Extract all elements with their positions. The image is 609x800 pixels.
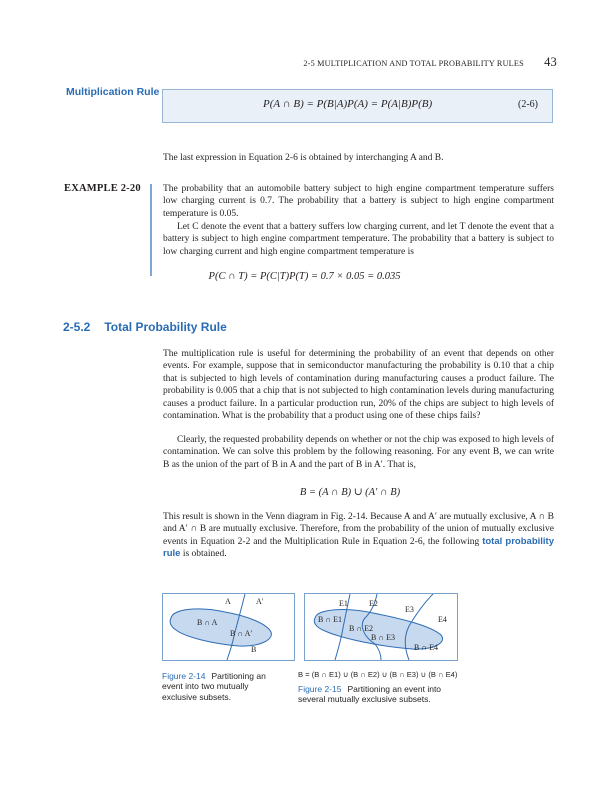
label-e1: E1: [339, 599, 348, 608]
section-paragraph-1: The multiplication rule is useful for determining the probability of an event that depends on other events. For example, suppose that in semiconductor manufacturing the probability is 0.10 that a chip that is subjected to high levels of contamination during manufacturing causes a product failure. The probability is 0.005 that a chip that is not subjected to high contamination levels during manufacturing causes a product failure. In a particular production run, 20% of the chips are subject to high levels of contamination. What is the probability that a product using one of these chips fails?: [163, 349, 554, 422]
page-number: 43: [544, 55, 557, 69]
section-equation: B = (A ∩ B) ∪ (A′ ∩ B): [299, 487, 401, 498]
multiplication-rule-label: Multiplication Rule: [66, 86, 160, 98]
example-equation: P(C ∩ T) = P(C|T)P(T) = 0.7 × 0.05 = 0.035: [208, 271, 401, 282]
paragraph-3-end: is obtained.: [182, 549, 227, 560]
section-paragraph-2: Clearly, the requested probability depends on whether or not the chip was exposed to high levels of contamination. We can solve this problem by the following reasoning. For any event B, we can write B as the union of the part of B in A and the part of B in A′. That is,: [163, 435, 554, 470]
label-e2: E2: [369, 599, 378, 608]
label-b-e3: B ∩ E3: [371, 633, 395, 642]
label-b-and-a: B ∩ A: [197, 618, 218, 627]
venn-two-partition: [163, 594, 294, 660]
label-b-e2: B ∩ E2: [349, 624, 373, 633]
equation-number: (2-6): [518, 99, 538, 110]
label-b-e1: B ∩ E1: [318, 615, 342, 624]
figure-2-14: [162, 593, 295, 661]
event-b-region: [170, 609, 271, 646]
running-title: 2-5 MULTIPLICATION AND TOTAL PROBABILITY RULES: [303, 59, 524, 68]
label-a-prime: A′: [256, 597, 264, 606]
figure-2-14-text: Partitioning an event into two mutually exclusive subsets.: [162, 671, 266, 702]
figure-2-15-union-equation: B = (B ∩ E1) ∪ (B ∩ E2) ∪ (B ∩ E3) ∪ (B ∩ E4): [298, 670, 458, 679]
example-paragraph-1: The probability that an automobile battery subject to high engine compartment temperature suffers low charging current is 0.7. The probability that a battery is subject to high engine compartment temperature is 0.05.: [163, 184, 554, 219]
after-rule-text: The last expression in Equation 2-6 is obtained by interchanging A and B.: [163, 153, 444, 163]
running-header: [303, 55, 557, 70]
label-e3: E3: [405, 605, 414, 614]
figure-2-15-text: Partitioning an event into several mutually exclusive subsets.: [298, 684, 442, 705]
section-heading: [63, 320, 227, 334]
label-b-e4: B ∩ E4: [414, 643, 438, 652]
example-label: EXAMPLE 2-20: [64, 183, 141, 194]
figure-2-14-caption: [162, 671, 280, 702]
figure-2-15-label: Figure 2-15: [298, 684, 342, 694]
paragraph-3-text: This result is shown in the Venn diagram in Fig. 2-14. Because A and A′ are mutually exclusive, A ∩ B and A′ ∩ B are mutually exclusive. Therefore, from the probability of the union of mutually exclusive events in Equation 2-2 and the Multiplication Rule in Equation 2-6, the following: [163, 512, 554, 547]
label-a: A: [225, 597, 231, 606]
example-bar: [150, 184, 152, 276]
multiplication-rule-box: [162, 89, 553, 123]
label-b: B: [251, 645, 257, 654]
label-b-and-a-prime: B ∩ A′: [230, 629, 253, 638]
multiplication-rule-equation: P(A ∩ B) = P(B|A)P(A) = P(A|B)P(B): [263, 98, 433, 110]
section-title: Total Probability Rule: [104, 320, 227, 334]
venn-multi-partition: [305, 594, 457, 660]
section-number: 2-5.2: [63, 320, 91, 334]
figure-2-14-label: Figure 2-14: [162, 671, 206, 681]
total-probability-rule-term: total probability rule: [163, 535, 554, 560]
figure-2-15-caption: [298, 684, 468, 705]
label-e4: E4: [438, 615, 447, 624]
example-paragraph-2: Let C denote the event that a battery suffers low charging current, and let T denote the event that a battery is subject to high engine compartment temperature. The probability that a battery is subject to low charging current and high engine compartment temperature is: [163, 222, 554, 257]
figure-2-15: [304, 593, 458, 661]
section-paragraph-3: [163, 511, 554, 561]
